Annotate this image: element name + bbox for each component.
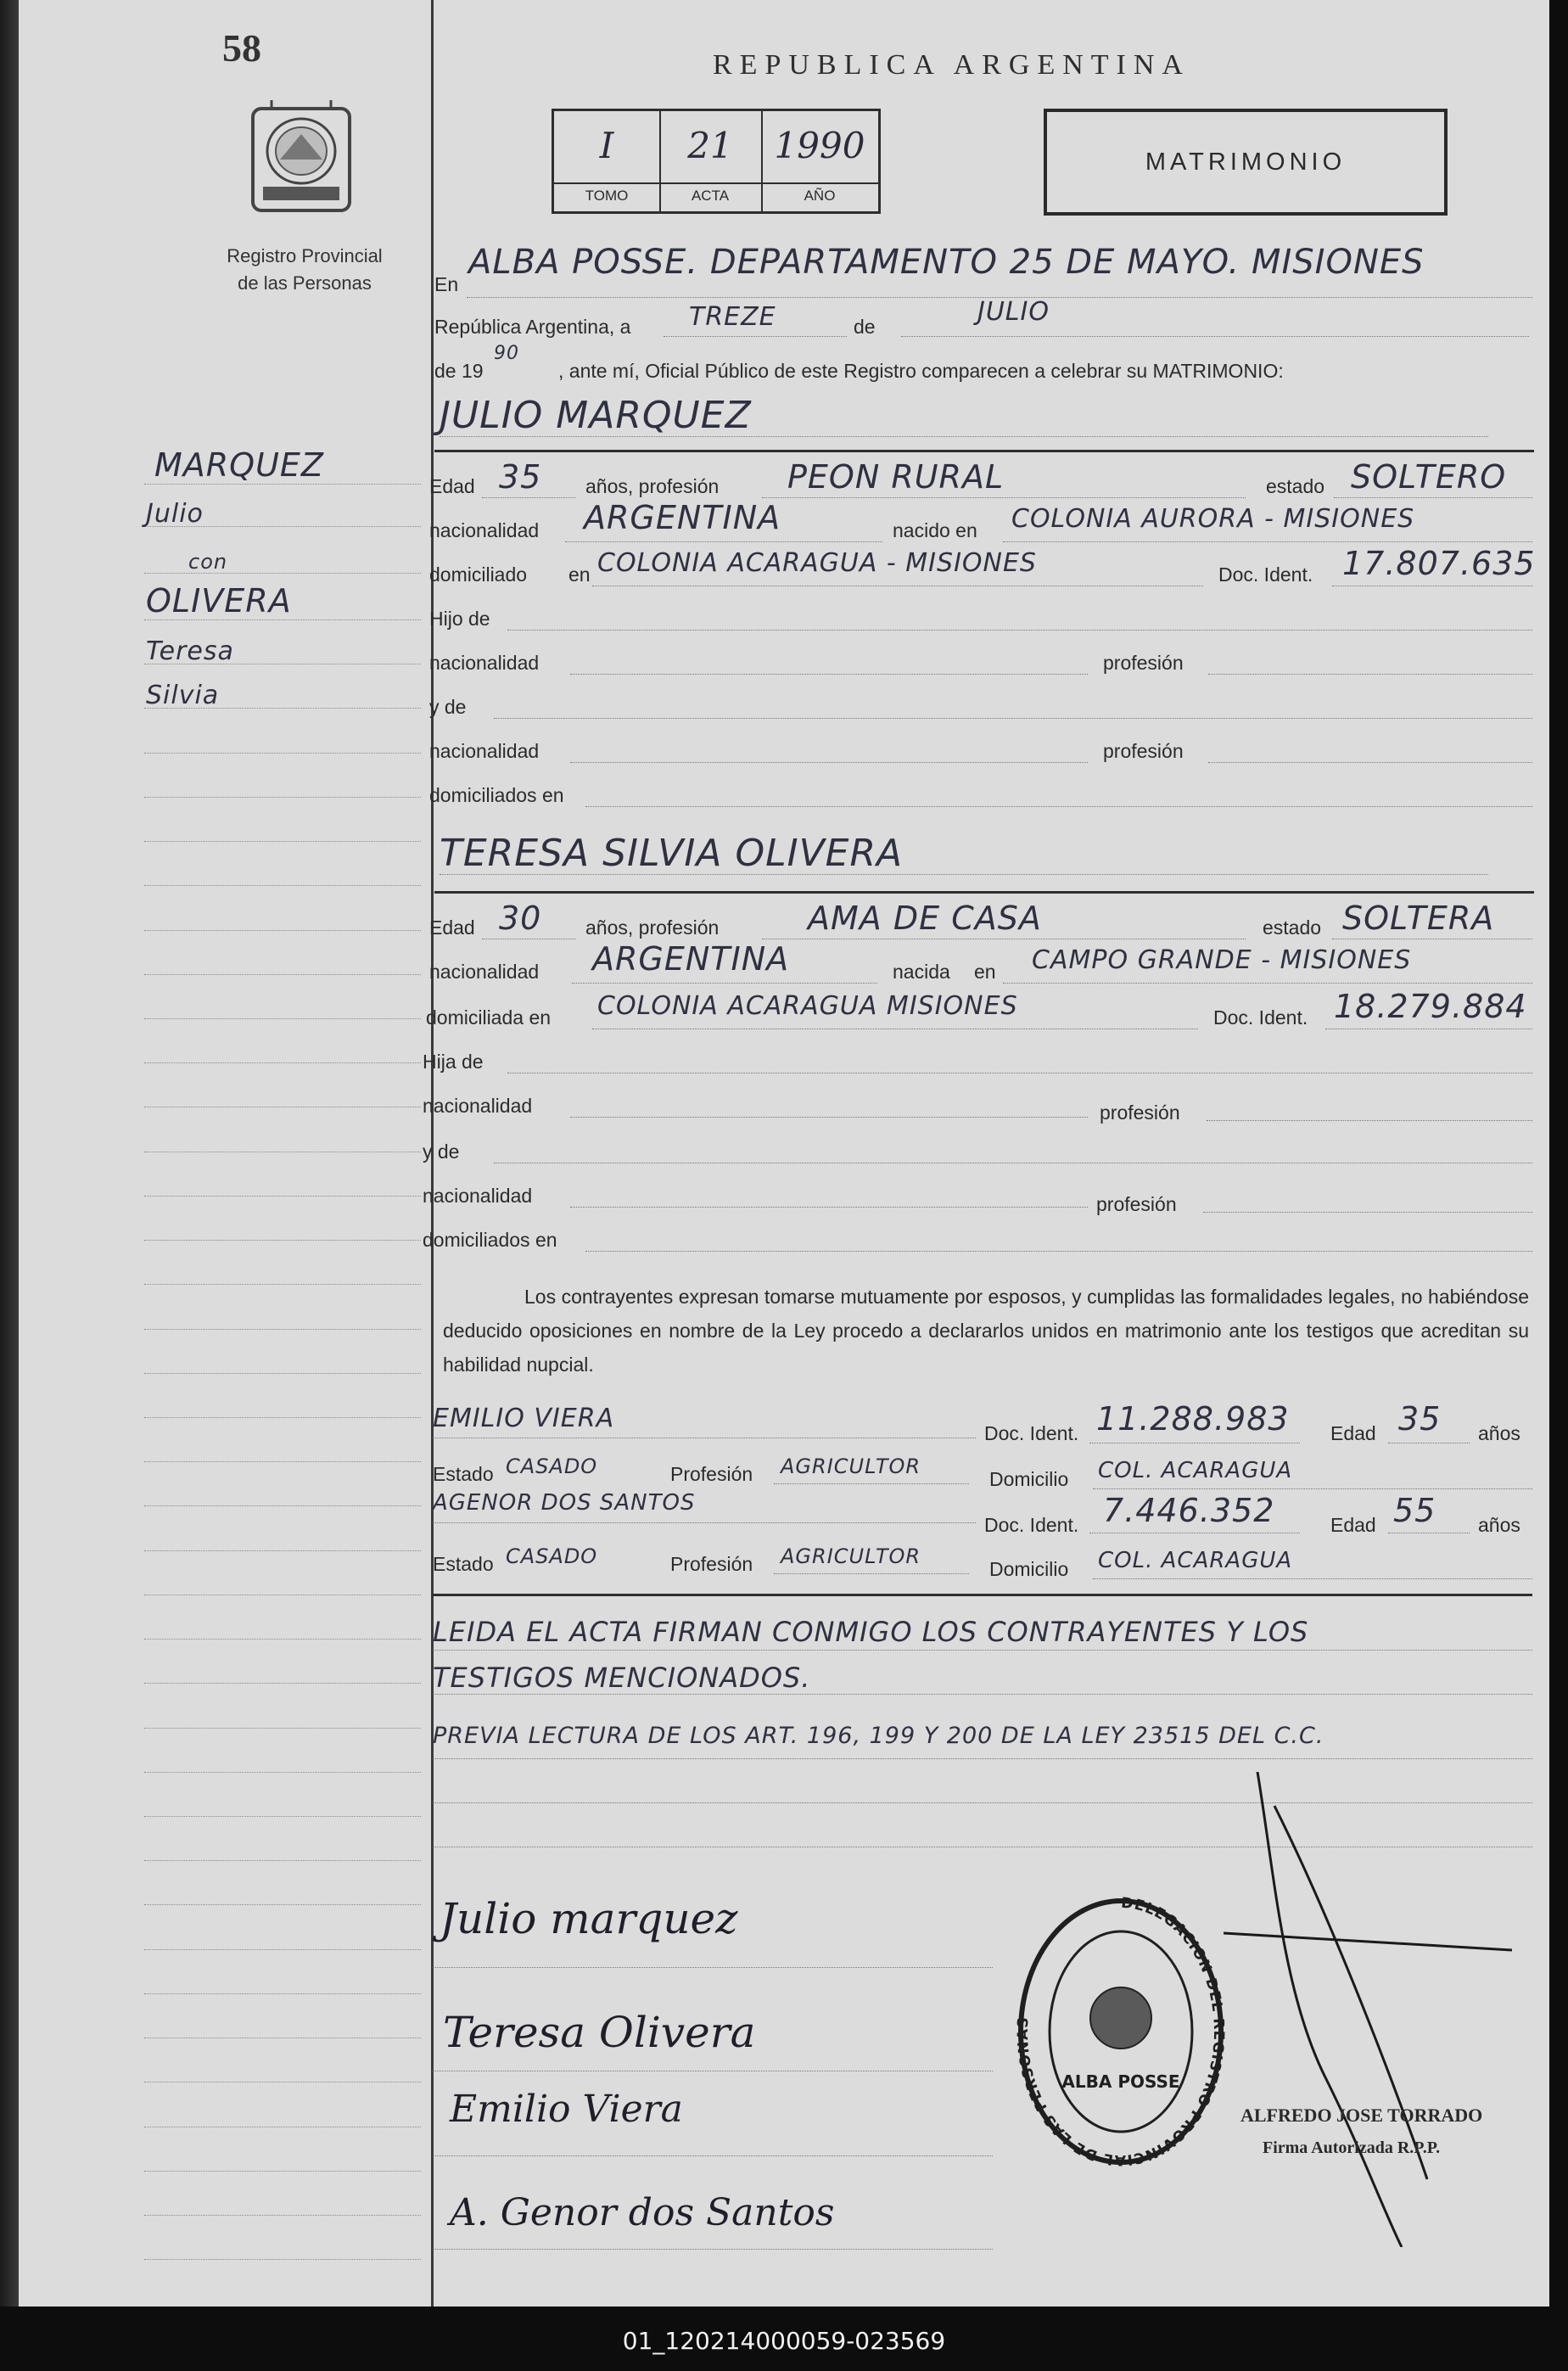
- groom-signature: Julio marquez: [440, 1894, 738, 1943]
- bride-doc-label: Doc. Ident.: [1213, 1006, 1308, 1029]
- margin-rule: [144, 1683, 421, 1684]
- document-page: [19, 0, 1549, 2307]
- bride-nationality-line: [572, 983, 877, 984]
- groom-doc-label: Doc. Ident.: [1218, 563, 1313, 586]
- scan-filename: 01_120214000059-023569: [622, 2327, 946, 2355]
- witness1-domicilio-label: Domicilio: [989, 1468, 1069, 1490]
- groom-birthplace-line: [1003, 541, 1532, 542]
- de-label: de: [854, 316, 876, 338]
- bride-signature: Teresa Olivera: [443, 2008, 756, 2057]
- margin-rule: [144, 1949, 421, 1950]
- margin-rule: [144, 1993, 421, 1994]
- bride-en-label: en: [974, 961, 996, 983]
- witness2-profession: AGRICULTOR: [781, 1544, 921, 1568]
- groom-mother-line: [494, 718, 1532, 719]
- bride-birthplace: CAMPO GRANDE - MISIONES: [1032, 945, 1412, 975]
- groom-father-nationality-line: [570, 674, 1088, 675]
- groom-anos-label: años, profesión: [585, 475, 720, 497]
- witness2-edad-label: Edad: [1330, 1514, 1376, 1536]
- bride-parent2-nationality-label: nacionalidad: [423, 1185, 533, 1207]
- bride-father-nationality-line: [570, 1117, 1088, 1118]
- bride-birthplace-line: [1003, 983, 1532, 984]
- margin-note-surname: MARQUEZ: [154, 446, 324, 484]
- groom-section-rule: [434, 450, 1534, 452]
- day-line: [664, 336, 847, 337]
- bride-doc-number: 18.279.884: [1334, 988, 1527, 1025]
- tomo-value: I: [599, 125, 614, 166]
- margin-rule: [144, 1860, 421, 1861]
- margin-note-con: con: [188, 550, 228, 574]
- note-line-2: TESTIGOS MENCIONADOS.: [433, 1662, 811, 1694]
- margin-rule: [144, 2215, 421, 2216]
- seal-center-text: ALBA POSSE: [1061, 2071, 1180, 2092]
- provincial-crest-icon: [246, 100, 356, 219]
- margin-rule: [144, 573, 421, 574]
- bride-hija-label: Hija de: [423, 1051, 484, 1073]
- groom-edad-label: Edad: [429, 475, 475, 497]
- witness1-estado-label: Estado: [433, 1463, 494, 1485]
- country-heading: REPUBLICA ARGENTINA: [713, 49, 1190, 81]
- margin-rule: [144, 1505, 421, 1506]
- bride-name: TERESA SILVIA OLIVERA: [440, 832, 904, 875]
- groom-doc-number: 17.807.635: [1342, 545, 1536, 582]
- margin-rule: [144, 1018, 421, 1019]
- ano-label: AÑO: [804, 188, 836, 204]
- margin-rule: [144, 753, 421, 754]
- groom-nationality: ARGENTINA: [584, 499, 781, 536]
- groom-father-profession-line: [1208, 674, 1532, 675]
- witness-section-rule: [433, 1594, 1532, 1596]
- bride-estado-label: estado: [1263, 916, 1322, 939]
- bride-mother-profession-line: [1203, 1212, 1532, 1213]
- groom-mother-profession-line: [1208, 762, 1532, 763]
- witness2-domicile-line: [1093, 1578, 1532, 1579]
- year-suffix: 90: [494, 343, 519, 364]
- month-value: JULIO: [977, 297, 1050, 327]
- ano-value: 1990: [774, 125, 865, 166]
- groom-hijo-label: Hijo de: [429, 608, 490, 630]
- margin-rule: [144, 841, 421, 842]
- witness1-profession-line: [774, 1483, 969, 1484]
- margin-rule: [144, 1284, 421, 1285]
- margin-rule: [144, 1329, 421, 1330]
- bride-y-de-label: y de: [423, 1141, 460, 1163]
- groom-domiciliado-label: domiciliado: [429, 563, 528, 586]
- groom-age: 35: [499, 458, 542, 496]
- witness2-domicile: COL. ACARAGUA: [1098, 1548, 1293, 1573]
- signature-line: [433, 2249, 993, 2250]
- margin-note-name2: Teresa: [146, 636, 234, 666]
- groom-y-de-label: y de: [429, 696, 467, 718]
- margin-rule: [144, 1772, 421, 1773]
- groom-profession: PEON RURAL: [787, 458, 1005, 496]
- bride-profession-label: profesión: [1100, 1101, 1180, 1124]
- groom-residence: COLONIA ACARAGUA - MISIONES: [597, 548, 1037, 578]
- official-seal: [1010, 1891, 1232, 2172]
- bride-edad-label: Edad: [429, 916, 475, 939]
- record-type-box: MATRIMONIO: [1044, 109, 1448, 216]
- witness2-profesion-label: Profesión: [670, 1553, 753, 1575]
- margin-rule: [144, 1550, 421, 1551]
- margin-ruled-lines: [144, 0, 431, 2291]
- witness2-doc: 7.446.352: [1103, 1492, 1275, 1529]
- margin-rule: [144, 484, 421, 485]
- witness2-signature: A. Genor dos Santos: [450, 2191, 835, 2234]
- groom-status-line: [1334, 497, 1532, 498]
- witness1-domicile: COL. ACARAGUA: [1098, 1458, 1293, 1483]
- witness2-status: CASADO: [506, 1544, 598, 1568]
- groom-profession2-label: profesión: [1103, 740, 1184, 762]
- registry-name-line: Registro Provincial: [227, 245, 383, 266]
- margin-rule: [144, 2259, 421, 2260]
- acta-value: 21: [687, 125, 733, 166]
- margin-rule: [144, 930, 421, 931]
- margin-rule: [144, 1417, 421, 1418]
- groom-parents-address-line: [585, 806, 1532, 807]
- day-value: TREZE: [689, 302, 776, 332]
- declaration-paragraph: Los contrayentes expresan tomarse mutuamente por esposos, y cumplidas las formalidades legales, no habiéndose deducido oposiciones en nombre de la Ley procedo a declararlos unidos en matrimonio ante los testigos que acreditan su habilidad nupcial.: [443, 1286, 1529, 1376]
- witness1-status: CASADO: [506, 1455, 598, 1478]
- margin-note-firstname: Julio: [146, 499, 204, 529]
- seal-ring-text: DELEGACION DEL REGISTRO PROVINCIAL DE LAS PERSONAS: [1014, 1894, 1228, 2169]
- witness1-name: EMILIO VIERA: [433, 1404, 615, 1433]
- groom-domiciliados-label: domiciliados en: [429, 784, 564, 806]
- groom-profession-label: profesión: [1103, 652, 1184, 674]
- bride-father-profession-line: [1207, 1120, 1532, 1121]
- note-line-3: PREVIA LECTURA DE LOS ART. 196, 199 Y 200 DE LA LEY 23515 DEL C.C.: [433, 1723, 1324, 1749]
- year-prefix: de 19: [434, 360, 484, 382]
- margin-note-name3: Silvia: [146, 681, 220, 710]
- groom-father-line: [507, 630, 1532, 631]
- bride-name-line: [440, 874, 1488, 875]
- ano-cell: [761, 111, 878, 211]
- margin-rule: [144, 1196, 421, 1197]
- official-title: Firma Autorizada R.P.P.: [1263, 2138, 1441, 2157]
- margin-rule: [144, 1461, 421, 1462]
- margin-rule: [144, 1240, 421, 1241]
- bride-parent-nationality-label: nacionalidad: [423, 1095, 533, 1117]
- bride-domiciliados-label: domiciliados en: [423, 1229, 557, 1251]
- witness2-name: AGENOR DOS SANTOS: [433, 1490, 696, 1516]
- groom-en-label: en: [568, 563, 591, 586]
- witness2-profession-line: [774, 1573, 969, 1574]
- bride-parents-address-line: [585, 1251, 1532, 1252]
- acta-label: ACTA: [691, 188, 730, 204]
- witness1-signature: Emilio Viera: [450, 2088, 683, 2131]
- bride-mother-nationality-line: [570, 1207, 1088, 1208]
- groom-name: JULIO MARQUEZ: [440, 394, 752, 437]
- witness2-doc-label: Doc. Ident.: [984, 1514, 1079, 1536]
- bride-civil-status: SOLTERA: [1342, 900, 1495, 937]
- groom-civil-status: SOLTERO: [1351, 458, 1507, 496]
- groom-mother-nationality-line: [570, 762, 1088, 763]
- witness2-estado-label: Estado: [433, 1553, 494, 1575]
- margin-note-surname2: OLIVERA: [146, 582, 292, 619]
- official-signature-icon: [1224, 1772, 1512, 2247]
- groom-nacionalidad-label: nacionalidad: [429, 519, 540, 541]
- tomo-cell: [554, 111, 661, 211]
- margin-rule: [144, 885, 421, 886]
- witness2-anos-label: años: [1478, 1514, 1520, 1536]
- witness1-profession: AGRICULTOR: [781, 1455, 921, 1478]
- margin-rule: [144, 619, 421, 620]
- margin-rule: [144, 1639, 421, 1640]
- bride-residence: COLONIA ACARAGUA MISIONES: [597, 991, 1018, 1021]
- bride-profession2-label: profesión: [1096, 1193, 1177, 1215]
- margin-rule: [144, 797, 421, 798]
- witness1-doc-label: Doc. Ident.: [984, 1422, 1079, 1444]
- bride-nationality: ARGENTINA: [592, 940, 790, 978]
- groom-estado-label: estado: [1266, 475, 1325, 497]
- bride-anos-label: años, profesión: [585, 916, 720, 939]
- bride-domiciliada-label: domiciliada en: [426, 1006, 552, 1029]
- note-rule: [433, 1694, 1532, 1695]
- margin-rule: [144, 1904, 421, 1905]
- witness1-edad-label: Edad: [1330, 1422, 1376, 1444]
- registry-name-line: de las Personas: [238, 272, 372, 294]
- groom-nationality-line: [565, 541, 882, 542]
- note-rule: [433, 1758, 1532, 1759]
- witness2-domicilio-label: Domicilio: [989, 1558, 1069, 1580]
- intro-text: , ante mí, Oficial Público de este Registro comparecen a celebrar su MATRIMONIO:: [558, 360, 1284, 382]
- witness1-doc: 11.288.983: [1096, 1400, 1290, 1438]
- page-number: 58: [222, 26, 261, 70]
- witness2-name-line: [433, 1522, 976, 1523]
- bride-profession: AMA DE CASA: [808, 900, 1042, 937]
- tomo-label: TOMO: [585, 188, 629, 204]
- en-label: En: [434, 273, 459, 295]
- signature-line: [433, 1967, 993, 1968]
- witness1-anos-label: años: [1478, 1422, 1520, 1444]
- republica-label: República Argentina, a: [434, 316, 631, 338]
- margin-rule: [144, 2037, 421, 2038]
- margin-rule: [144, 1062, 421, 1063]
- margin-rule: [144, 974, 421, 975]
- witness1-domicile-line: [1093, 1488, 1532, 1489]
- witness2-age: 55: [1393, 1492, 1436, 1529]
- groom-name-line: [440, 436, 1488, 437]
- margin-rule: [144, 1373, 421, 1374]
- margin-rule: [144, 1728, 421, 1729]
- bride-age: 30: [499, 900, 542, 937]
- book-binding: [0, 0, 19, 2307]
- groom-parent-nationality-label: nacionalidad: [429, 652, 540, 674]
- margin-rule: [144, 2171, 421, 2172]
- groom-birthplace: COLONIA AURORA - MISIONES: [1011, 504, 1415, 534]
- bride-nacionalidad-label: nacionalidad: [429, 961, 540, 983]
- note-line-1: LEIDA EL ACTA FIRMAN CONMIGO LOS CONTRAYENTES Y LOS: [433, 1616, 1309, 1648]
- witness1-profesion-label: Profesión: [670, 1463, 753, 1485]
- witness1-age: 35: [1398, 1400, 1442, 1438]
- signature-line: [433, 2155, 993, 2156]
- acta-cell: [659, 111, 763, 211]
- bride-nacida-label: nacida: [893, 961, 950, 983]
- official-name: ALFREDO JOSE TORRADO: [1240, 2105, 1483, 2126]
- note-rule: [433, 1650, 1532, 1651]
- place-value: ALBA POSSE. DEPARTAMENTO 25 DE MAYO. MISIONES: [468, 243, 1425, 282]
- record-reference-box: [552, 109, 881, 214]
- margin-rule: [144, 1816, 421, 1817]
- month-line: [901, 336, 1529, 337]
- registry-name: [185, 243, 424, 297]
- groom-profession-line: [762, 497, 1246, 498]
- groom-age-line: [482, 497, 575, 498]
- groom-nacido-label: nacido en: [893, 519, 977, 541]
- bride-section-rule: [434, 891, 1534, 894]
- groom-parent2-nationality-label: nacionalidad: [429, 740, 540, 762]
